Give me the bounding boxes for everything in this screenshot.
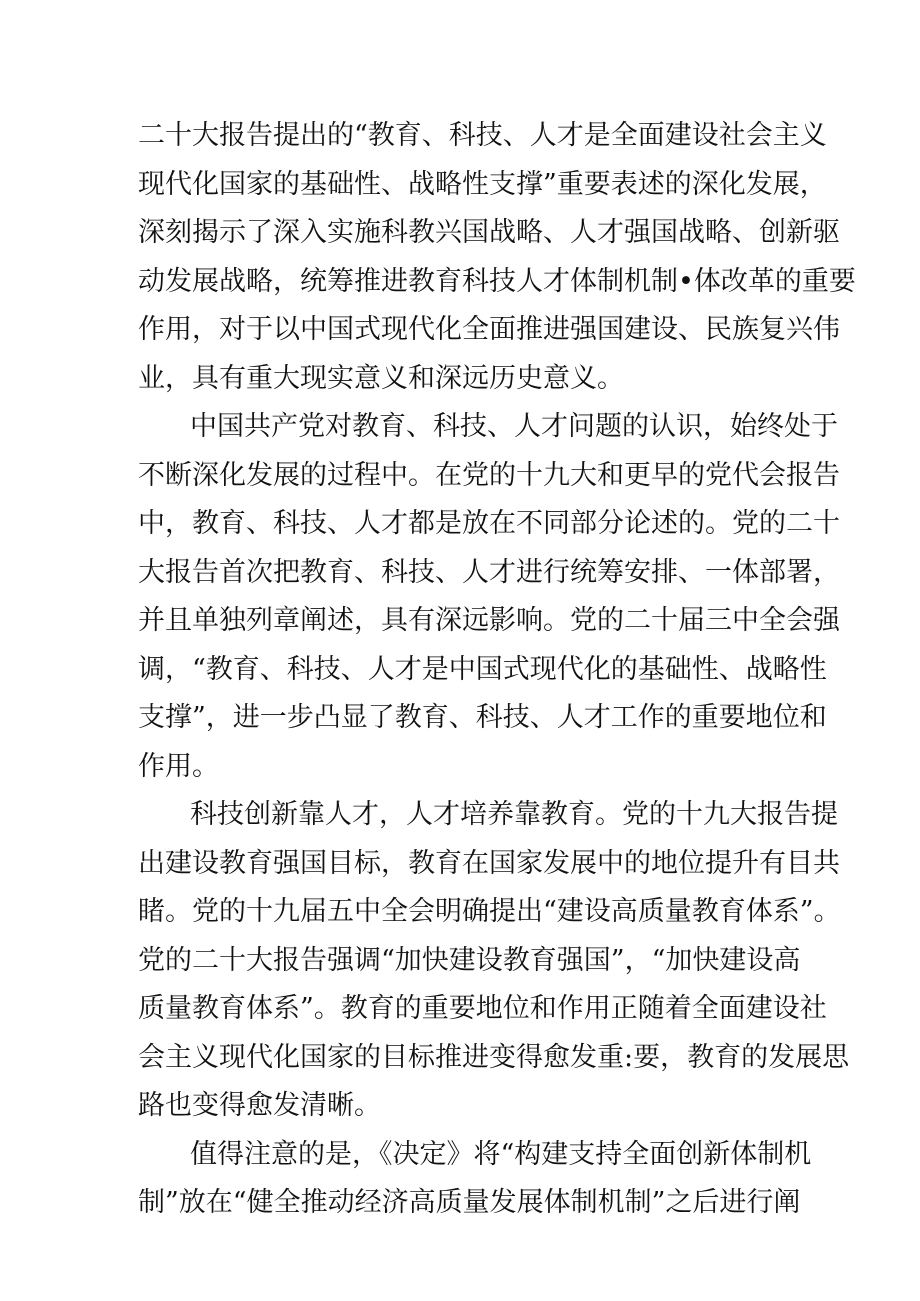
text-line: 中，教育、科技、人才都是放在不同部分论述的。党的二十 [138, 508, 840, 539]
text-line: 业，具有重大现实意义和深远历史意义。 [138, 362, 624, 394]
text-line: 支撑”，进一步凸显了教育、科技、人才工作的重要地位和 [138, 702, 827, 733]
text-line: 路也变得愈发清晰。 [138, 1090, 381, 1121]
text-line: 并且单独列章阐述，具有深远影响。党的二十届三中全会强 [138, 605, 840, 636]
text-line: 深刻揭示了深入实施科教兴国战略、人才强国战略、创新驱 [138, 217, 840, 248]
paragraph-3 [138, 791, 850, 1131]
text-line: 作用。 [138, 750, 219, 782]
text-line: 现代化国家的基础性、战略性支撑”重要表述的深化发展， [138, 168, 827, 200]
text-line: 值得注意的是，《决定》将“构建支持全面创新体制机 [190, 1138, 812, 1170]
text-line: 睹。党的十九届五中全会明确提出“建设高质量教育体系”。 [138, 896, 841, 927]
paragraph-1 [138, 112, 856, 403]
text-line: 大报告首次把教育、科技、人才进行统筹安排、一体部署， [138, 556, 840, 588]
text-line: 党的二十大报告强调“加快建设教育强国”，“加快建设高 [138, 944, 801, 976]
text-line: 质量教育体系”。教育的重要地位和作用正随着全面建设社 [138, 993, 827, 1024]
text-line: 科技创新靠人才，人才培养靠教育。党的十九大报告提 [190, 799, 838, 830]
text-line: 调，“教育、科技、人才是中国式现代化的基础性、战略性 [138, 653, 827, 685]
paragraph-4 [138, 1131, 812, 1228]
text-line: 二十大报告提出的“教育、科技、人才是全面建设社会主义 [138, 120, 827, 151]
document-page [138, 112, 856, 1228]
text-line: 会主义现代化国家的目标推进变得愈发重:要，教育的发展思 [138, 1041, 850, 1073]
text-line: 作用，对于以中国式现代化全面推进强国建设、民族复兴伟 [138, 314, 840, 345]
text-line: 出建设教育强国目标，教育在国家发展中的地位提升有目共 [138, 847, 840, 879]
text-line: 中国共产党对教育、科技、人才问题的认识，始终处于 [190, 411, 838, 442]
text-line: 不断深化发展的过程中。在党的十九大和更早的党代会报告 [138, 459, 840, 491]
text-line: 动发展战略，统筹推进教育科技人才体制机制•体改革的重要 [138, 265, 856, 297]
text-line: 制”放在“健全推动经济高质量发展体制机制”之后进行阐 [138, 1187, 801, 1218]
paragraph-2 [138, 403, 840, 791]
